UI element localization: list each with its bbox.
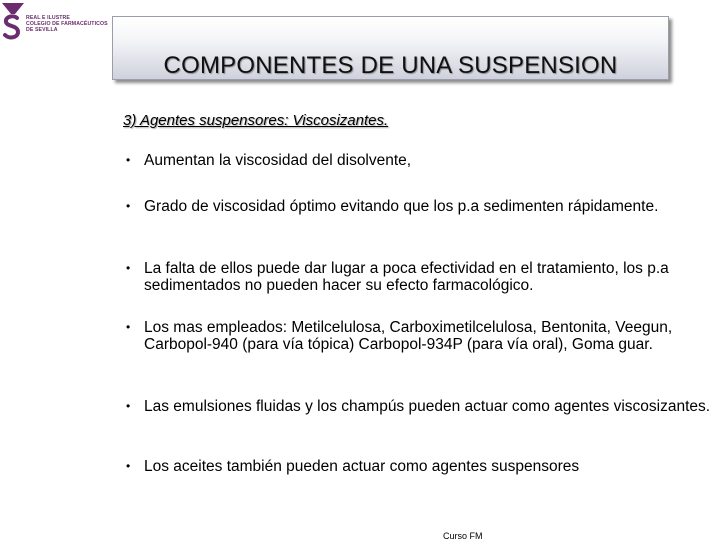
bullet-item: [123, 458, 715, 475]
slide-title: COMPONENTES DE UNA SUSPENSION: [163, 52, 618, 79]
bullet-text: La falta de ellos puede dar lugar a poca efectividad en el tratamiento, los p.a sedimentados no pueden hacer su efecto farmacológico.: [144, 260, 669, 294]
logo-line: DE SEVILLA: [26, 27, 58, 34]
bullet-text: Aumentan la viscosidad del disolvente,: [144, 152, 412, 169]
logo-line: COLEGIO DE FARMACÉUTICOS: [26, 21, 108, 28]
bullet-dot-icon: •: [126, 199, 131, 213]
bullet-dot-icon: •: [126, 459, 131, 473]
bullet-text: Los aceites también pueden actuar como agentes suspensores: [144, 458, 580, 475]
section-subtitle: 3) Agentes suspensores: Viscosizantes.: [123, 112, 389, 129]
title-bar: [112, 16, 669, 80]
logo-text: [26, 15, 108, 34]
bullet-dot-icon: •: [126, 399, 131, 413]
logo-line: REAL E ILUSTRE: [26, 15, 70, 21]
bullet-item: [123, 198, 715, 215]
footer-label: Curso FM: [443, 531, 483, 540]
bullet-dot-icon: •: [126, 320, 131, 334]
college-logo: [0, 2, 110, 44]
bullet-item: [123, 319, 715, 353]
bullet-dot-icon: •: [126, 153, 131, 167]
bullet-dot-icon: •: [126, 261, 131, 275]
bullet-text: Grado de viscosidad óptimo evitando que los p.a sedimenten rápidamente.: [144, 198, 659, 215]
chalice-s-icon: [1, 2, 25, 42]
bullet-text: Los mas empleados: Metilcelulosa, Carboximetilcelulosa, Bentonita, Veegun, Carbopol-940 (para vía tópica) Carbopol-934P (para vía oral), Goma guar.: [144, 319, 673, 353]
bullet-item: [123, 152, 715, 169]
bullet-item: [123, 398, 715, 415]
bullet-text: Las emulsiones fluidas y los champús pueden actuar como agentes viscosizantes.: [144, 398, 711, 415]
bullet-item: [123, 260, 715, 294]
